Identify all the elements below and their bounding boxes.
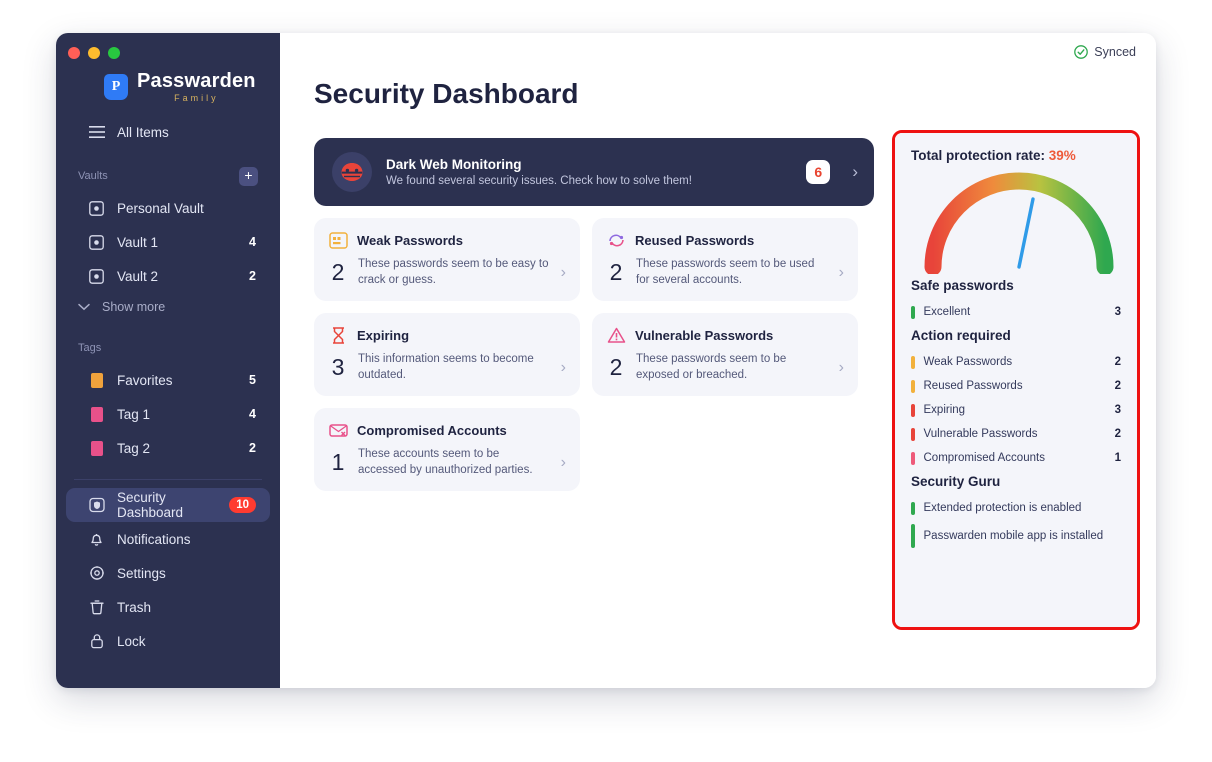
tile-vulnerable-passwords[interactable] <box>592 313 858 396</box>
vault-icon <box>88 200 105 217</box>
show-more-vaults-button[interactable] <box>56 293 280 321</box>
tile-description: These passwords seem to be exposed or breached. <box>636 353 787 381</box>
dark-web-monitoring-card[interactable] <box>314 138 874 206</box>
summary-row-expiring <box>911 398 1121 422</box>
tile-weak-passwords[interactable] <box>314 218 580 301</box>
sidebar-item-label: Personal Vault <box>117 200 204 216</box>
summary-label: Passwarden mobile app is installed <box>923 529 1104 542</box>
sidebar-item-security-dashboard[interactable] <box>66 488 270 522</box>
summary-label: Expiring <box>923 404 966 416</box>
summary-count: 2 <box>1114 380 1121 392</box>
chevron-right-icon[interactable]: › <box>560 453 566 471</box>
dark-web-count: 6 <box>806 160 830 184</box>
dark-web-title: Dark Web Monitoring <box>386 157 522 172</box>
logo-letter: P <box>111 79 121 94</box>
vulnerable-icon <box>606 325 626 345</box>
sidebar-item-vault-1[interactable] <box>66 225 270 259</box>
main-content <box>280 33 1156 688</box>
status-bar <box>911 524 915 548</box>
show-more-label: Show more <box>102 300 166 314</box>
summary-row-extended-protection <box>911 496 1121 520</box>
tile-expiring[interactable] <box>314 313 580 396</box>
safe-passwords-title: Safe passwords <box>911 278 1014 293</box>
tile-description: These passwords seem to be easy to crack or guess. <box>358 258 549 286</box>
app-window <box>56 33 1156 688</box>
sidebar-item-notifications[interactable] <box>66 522 270 556</box>
expiring-icon <box>328 325 348 345</box>
chevron-right-icon[interactable]: › <box>560 263 566 281</box>
status-bar <box>911 356 915 369</box>
tile-description: These accounts seem to be accessed by unauthorized parties. <box>358 448 533 476</box>
sidebar-item-lock[interactable] <box>66 624 270 658</box>
shield-dashboard-icon <box>88 497 105 514</box>
tile-count: 2 <box>609 354 623 381</box>
sidebar-item-label: Vault 1 <box>117 234 159 250</box>
vault-icon <box>88 268 105 285</box>
gear-icon <box>88 565 105 582</box>
status-bar <box>911 404 915 417</box>
protection-rate-value: 39% <box>1048 148 1076 163</box>
dark-web-subtitle: We found several security issues. Check how to solve them! <box>386 175 692 187</box>
protection-rate-label <box>911 148 1121 163</box>
tile-title: Weak Passwords <box>357 232 463 248</box>
security-guru-title: Security Guru <box>911 474 1001 489</box>
tag-icon <box>88 372 105 389</box>
check-circle-icon <box>1074 45 1088 59</box>
tags-section-title: Tags <box>78 342 102 354</box>
weak-password-icon <box>328 230 348 250</box>
trash-icon <box>88 599 105 616</box>
tile-title: Expiring <box>357 327 410 343</box>
chevron-right-icon[interactable]: › <box>838 263 844 281</box>
sidebar-item-label: Notifications <box>117 531 191 547</box>
sidebar-divider <box>74 479 262 480</box>
summary-label: Compromised Accounts <box>923 452 1045 464</box>
summary-label: Weak Passwords <box>923 356 1013 368</box>
tile-count: 2 <box>609 259 623 286</box>
list-icon <box>88 124 105 141</box>
sidebar-item-label: Settings <box>117 565 166 581</box>
summary-label: Reused Passwords <box>923 380 1023 392</box>
tile-title: Vulnerable Passwords <box>635 327 774 343</box>
sidebar-item-label: Tag 2 <box>117 440 151 456</box>
summary-label: Excellent <box>923 306 971 318</box>
summary-row-excellent <box>911 300 1121 324</box>
sidebar-item-personal-vault[interactable] <box>66 191 270 225</box>
status-bar <box>911 306 915 319</box>
lock-icon <box>88 633 105 650</box>
sync-status <box>1074 45 1136 59</box>
tile-reused-passwords[interactable] <box>592 218 858 301</box>
brand-name: Passwarden <box>137 70 256 92</box>
tile-title: Reused Passwords <box>635 232 755 248</box>
summary-row-mobile-app <box>911 520 1121 552</box>
status-bar <box>911 452 915 465</box>
tag-icon <box>88 406 105 423</box>
vaults-section-header <box>56 167 280 185</box>
sidebar-item-count: 5 <box>249 373 256 387</box>
chevron-right-icon[interactable]: › <box>838 358 844 376</box>
action-required-title: Action required <box>911 328 1011 343</box>
tag-icon <box>88 440 105 457</box>
tile-count: 3 <box>331 354 345 381</box>
tile-description: These passwords seem to be used for several accounts. <box>636 258 815 286</box>
sidebar-item-tag-2[interactable] <box>66 431 270 465</box>
security-dashboard-badge: 10 <box>229 497 256 514</box>
sidebar-item-all-items[interactable] <box>66 115 270 149</box>
chevron-right-icon[interactable]: › <box>560 358 566 376</box>
sidebar-item-count: 4 <box>249 407 256 421</box>
vault-icon <box>88 234 105 251</box>
close-window-button[interactable] <box>68 47 80 59</box>
sync-status-label: Synced <box>1094 45 1136 59</box>
summary-count: 3 <box>1114 404 1121 416</box>
sidebar <box>56 33 280 688</box>
summary-row-compromised-accounts <box>911 446 1121 470</box>
dashboard-left-column <box>314 138 874 630</box>
summary-label: Vulnerable Passwords <box>923 428 1038 440</box>
chevron-down-icon <box>78 300 90 314</box>
bell-icon <box>88 531 105 548</box>
sidebar-item-label: Lock <box>117 633 146 649</box>
sidebar-item-count: 2 <box>249 269 256 283</box>
sidebar-item-tag-1[interactable] <box>66 397 270 431</box>
tile-count: 1 <box>331 449 345 476</box>
vaults-section-title: Vaults <box>78 170 108 182</box>
protection-summary-panel <box>892 130 1140 630</box>
sidebar-item-favorites[interactable] <box>66 363 270 397</box>
status-bar <box>911 380 915 393</box>
tile-title: Compromised Accounts <box>357 422 507 438</box>
summary-label: Extended protection is enabled <box>923 502 1082 514</box>
sidebar-item-vault-2[interactable] <box>66 259 270 293</box>
protection-rate-text: Total protection rate: <box>911 148 1046 163</box>
tile-description: This information seems to become outdated. <box>358 353 534 381</box>
tags-section-header <box>56 339 280 357</box>
sidebar-item-count: 2 <box>249 441 256 455</box>
sidebar-item-label: Security Dashboard <box>117 490 184 520</box>
sidebar-item-label: Tag 1 <box>117 406 151 422</box>
status-bar <box>911 502 915 515</box>
protection-gauge <box>911 169 1121 274</box>
sidebar-item-settings[interactable] <box>66 556 270 590</box>
add-vault-button[interactable]: + <box>239 167 258 186</box>
security-tiles-grid <box>314 218 874 491</box>
summary-row-reused-passwords <box>911 374 1121 398</box>
sidebar-item-label: Favorites <box>117 372 173 388</box>
tile-compromised-accounts[interactable] <box>314 408 580 491</box>
summary-count: 3 <box>1114 306 1121 318</box>
compromised-icon <box>328 420 348 440</box>
summary-count: 2 <box>1114 428 1121 440</box>
brand-subtitle: Family <box>174 93 219 103</box>
sidebar-item-label: All Items <box>117 124 169 140</box>
chevron-right-icon[interactable]: › <box>852 162 858 181</box>
passwarden-logo-icon <box>104 74 128 100</box>
page-title: Security Dashboard <box>314 78 579 109</box>
reused-password-icon <box>606 230 626 250</box>
app-logo <box>56 33 280 105</box>
dashboard-content <box>280 110 1156 630</box>
summary-count: 1 <box>1114 452 1121 464</box>
sidebar-item-label: Trash <box>117 599 152 615</box>
sidebar-item-label: Vault 2 <box>117 268 159 284</box>
sidebar-item-count: 4 <box>249 235 256 249</box>
summary-row-vulnerable-passwords <box>911 422 1121 446</box>
maximize-window-button[interactable] <box>108 47 120 59</box>
dark-web-icon <box>332 152 372 192</box>
summary-count: 2 <box>1114 356 1121 368</box>
status-bar <box>911 428 915 441</box>
tile-count: 2 <box>331 259 345 286</box>
summary-row-weak-passwords <box>911 350 1121 374</box>
window-traffic-lights[interactable] <box>68 47 120 59</box>
sidebar-item-trash[interactable] <box>66 590 270 624</box>
minimize-window-button[interactable] <box>88 47 100 59</box>
